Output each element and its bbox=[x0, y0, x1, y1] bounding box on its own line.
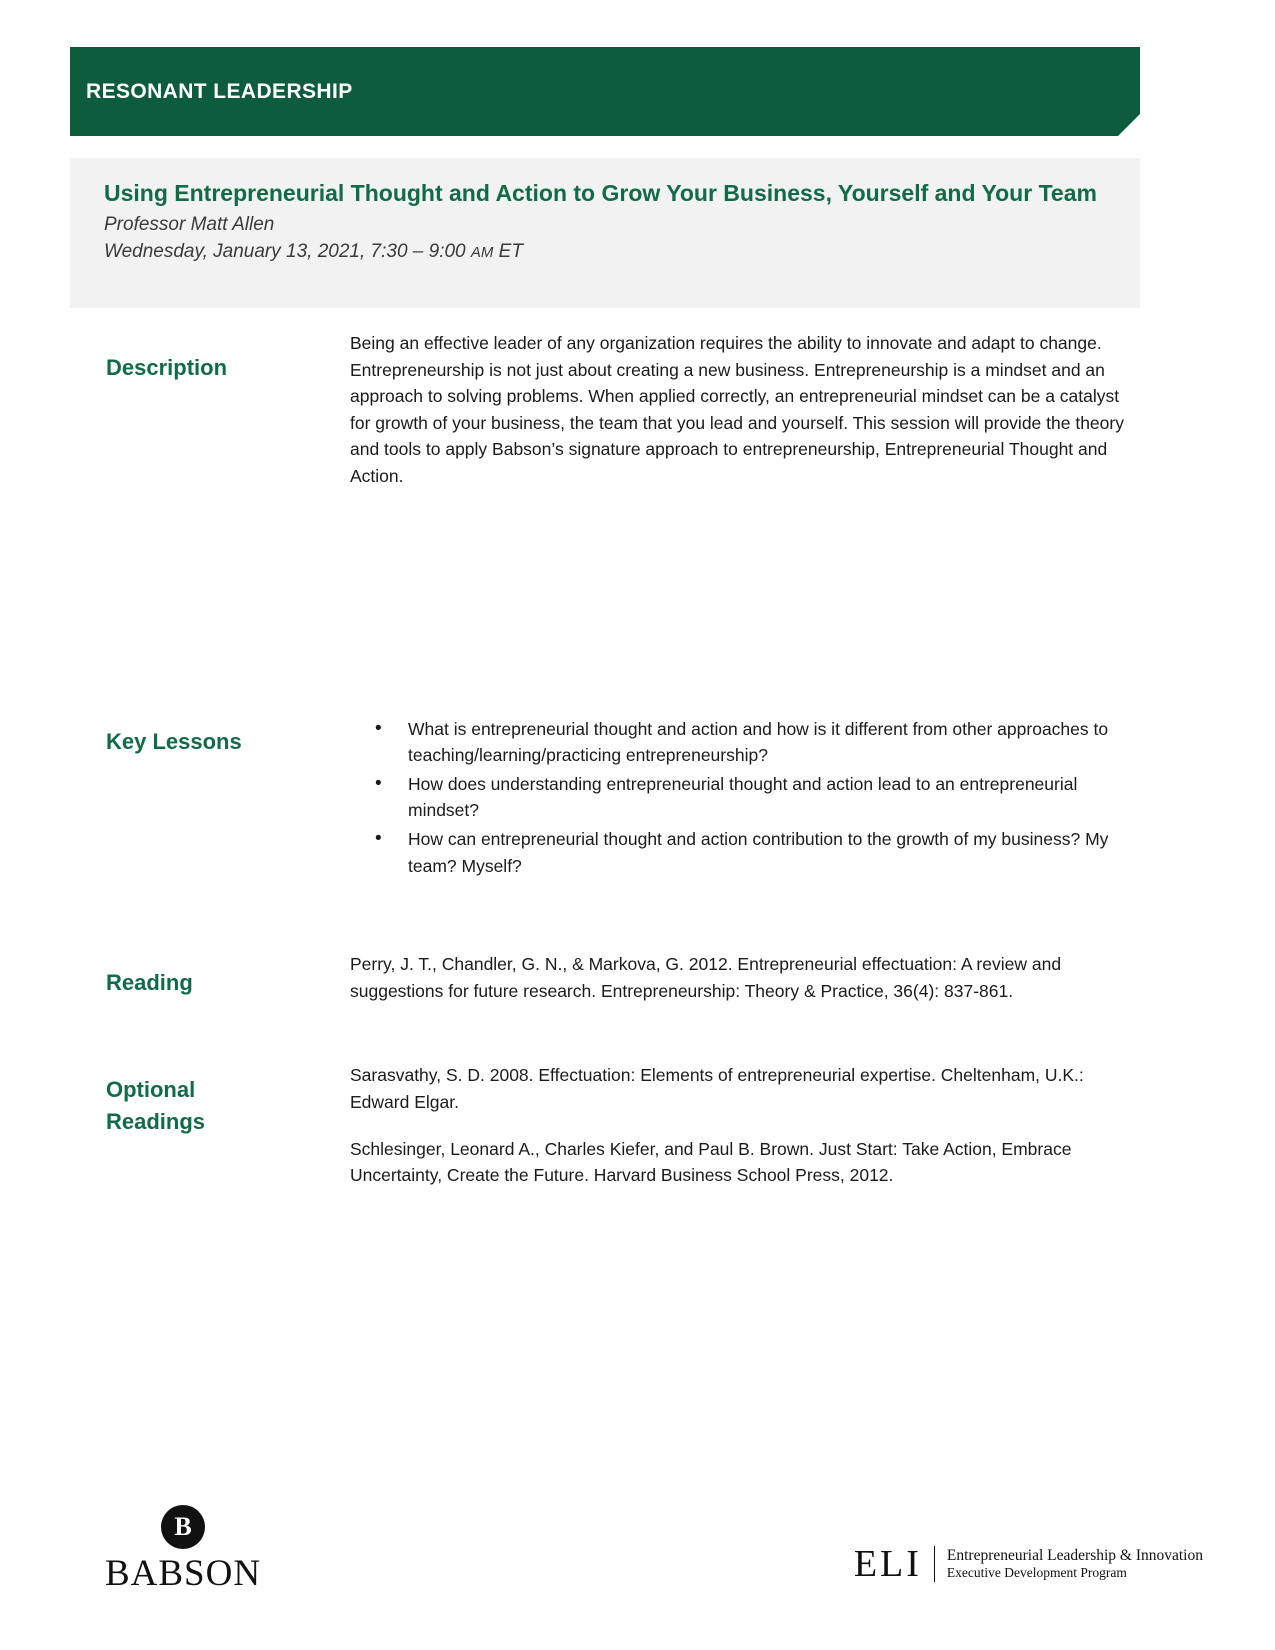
section-label-reading: Reading bbox=[106, 970, 193, 996]
section-key-lessons bbox=[70, 716, 1150, 882]
description-label-column bbox=[70, 330, 350, 384]
optional-reading-citation-2: Schlesinger, Leonard A., Charles Kiefer, and Paul B. Brown. Just Start: Take Action, Embrace Uncertainty, Create the Future. Harvard Business School Press, 2012. bbox=[350, 1138, 1072, 1186]
key-lessons-body-column bbox=[350, 716, 1150, 882]
page-title: Using Entrepreneurial Thought and Action to Grow Your Business, Yourself and Your Team bbox=[104, 180, 1097, 206]
reading-body-column bbox=[350, 951, 1150, 1004]
description-text: Being an effective leader of any organization requires the ability to innovate and adapt to change. Entrepreneurship is not just about creating a new business. Entrepreneurship is a mindset and an approach to solving problems. When applied correctly, an entrepreneurial mindset can be a catalyst for growth of your business, the team that you lead and yourself. This session will provide the theory and tools to apply Babson’s signature approach to entrepreneurship, Entrepreneurial Thought and Action. bbox=[350, 333, 1124, 486]
banner-title: RESONANT LEADERSHIP bbox=[86, 79, 353, 103]
datetime-meridiem: AM bbox=[470, 244, 494, 262]
section-label-description: Description bbox=[106, 355, 228, 380]
banner-corner-notch bbox=[1118, 114, 1140, 136]
babson-wordmark: BABSON bbox=[104, 1553, 262, 1594]
eli-line-2: Executive Development Program bbox=[946, 1565, 1127, 1581]
document-footer bbox=[0, 1470, 1275, 1650]
key-lessons-list bbox=[350, 716, 1138, 880]
datetime-timezone: ET bbox=[493, 241, 523, 263]
key-lessons-label-column bbox=[70, 716, 350, 758]
section-description bbox=[70, 330, 1150, 490]
list-item: • What is entrepreneurial thought and action and how is it different from other approaches to teaching/learning/practicing entrepreneurship? bbox=[408, 716, 1138, 769]
datetime-main: Wednesday, January 13, 2021, 7:30 – 9:00 bbox=[104, 241, 471, 263]
babson-logo bbox=[78, 1505, 288, 1592]
resonant-leadership-banner bbox=[70, 47, 1140, 136]
section-label-optional-line1: Optional bbox=[106, 1077, 196, 1103]
list-item: • How does understanding entrepreneurial thought and action lead to an entrepreneurial mindset? bbox=[408, 771, 1138, 824]
optional-readings-label-column bbox=[70, 1062, 350, 1138]
list-item: • How can entrepreneurial thought and action contribution to the growth of my business? My team? Myself? bbox=[408, 826, 1138, 879]
eli-program-text bbox=[934, 1546, 1203, 1582]
presenter-name: Professor Matt Allen bbox=[104, 214, 275, 236]
description-body-column bbox=[350, 330, 1150, 490]
session-header-panel bbox=[70, 158, 1140, 308]
eli-logo bbox=[854, 1542, 1203, 1586]
section-label-optional-line2: Readings bbox=[106, 1109, 206, 1135]
section-reading bbox=[70, 951, 1150, 1004]
eli-line-1: Entrepreneurial Leadership & Innovation bbox=[946, 1546, 1203, 1564]
section-optional-readings bbox=[70, 1062, 1150, 1188]
optional-readings-body-column bbox=[350, 1062, 1150, 1188]
reading-label-column bbox=[70, 951, 350, 999]
session-datetime bbox=[104, 239, 1106, 266]
section-label-key-lessons: Key Lessons bbox=[106, 728, 242, 754]
optional-reading-citation-1: Sarasvathy, S. D. 2008. Effectuation: Elements of entrepreneurial expertise. Cheltenham, U.K.: Edward Elgar. bbox=[350, 1065, 1084, 1112]
eli-acronym: ELI bbox=[853, 1543, 922, 1585]
babson-seal-icon bbox=[161, 1505, 205, 1549]
document-content bbox=[70, 330, 1150, 1189]
reading-citation: Perry, J. T., Chandler, G. N., & Markova, G. 2012. Entrepreneurial effectuation: A review and suggestions for future research. Entrepreneurship: Theory & Practice, 36(4): 837-861. bbox=[350, 954, 1062, 1001]
